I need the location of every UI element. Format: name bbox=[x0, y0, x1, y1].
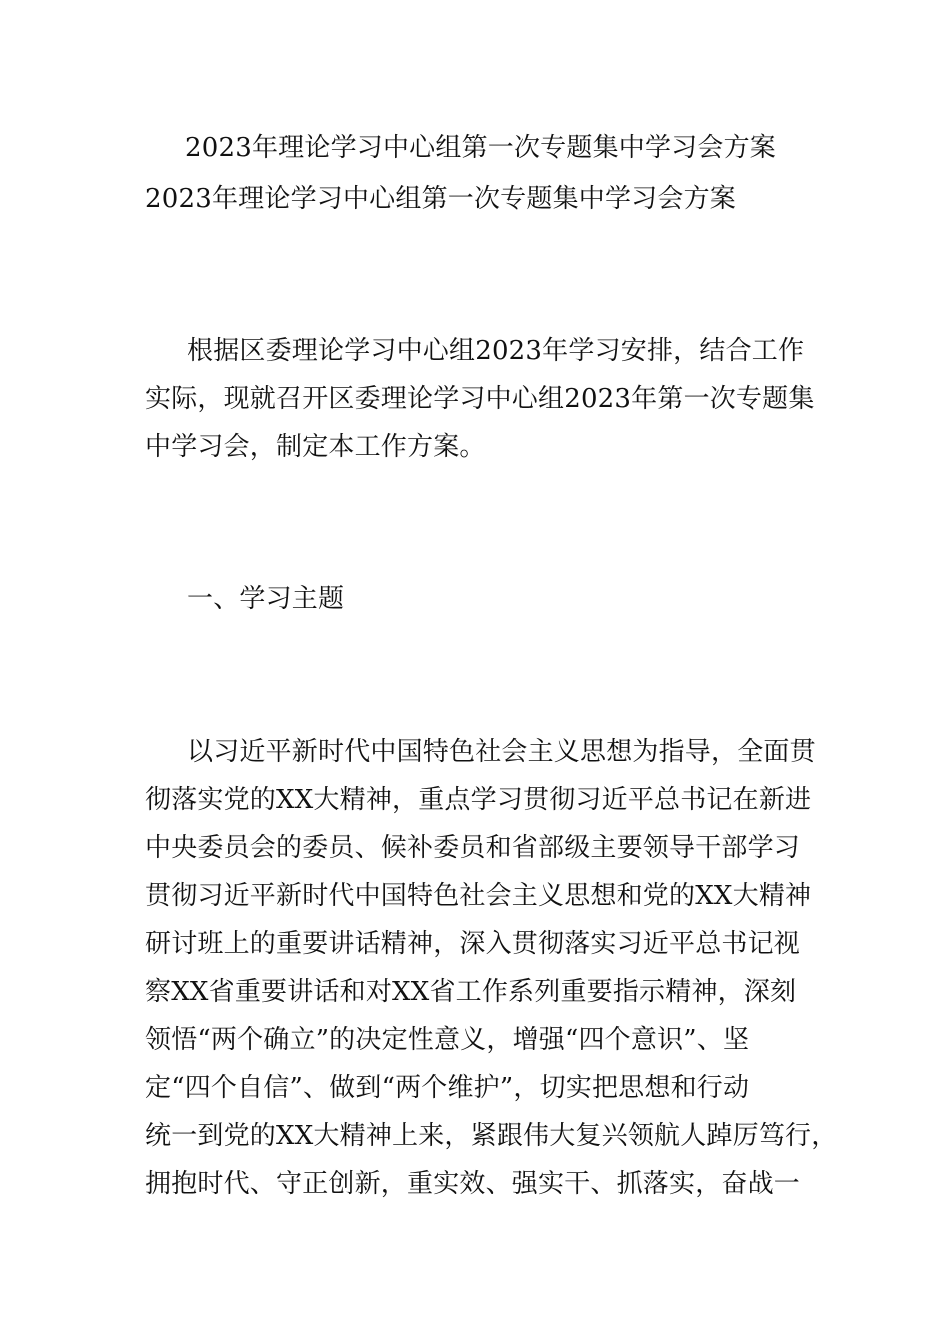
body-line: 以习近平新时代中国特色社会主义思想为指导，全面贯 bbox=[187, 737, 816, 767]
intro-line: 中学习会，制定本工作方案。 bbox=[145, 432, 486, 462]
intro-paragraph bbox=[145, 327, 835, 471]
document-title-line-2: 2023年理论学习中心组第一次专题集中学习会方案 bbox=[145, 184, 736, 214]
body-paragraph bbox=[145, 728, 838, 1208]
intro-line: 实际，现就召开区委理论学习中心组2023年第一次专题集 bbox=[145, 384, 815, 414]
document-title-line-1: 2023年理论学习中心组第一次专题集中学习会方案 bbox=[185, 133, 776, 163]
body-line: 彻落实党的XX大精神，重点学习贯彻习近平总书记在新进 bbox=[145, 785, 812, 815]
body-line: 领悟“两个确立”的决定性意义，增强“四个意识”、坚 bbox=[145, 1025, 750, 1055]
section-heading: 一、学习主题 bbox=[187, 584, 345, 614]
body-line: 察XX省重要讲话和对XX省工作系列重要指示精神，深刻 bbox=[145, 977, 797, 1007]
intro-line: 根据区委理论学习中心组2023年学习安排，结合工作 bbox=[187, 336, 805, 366]
body-line: 中央委员会的委员、候补委员和省部级主要领导干部学习 bbox=[145, 833, 801, 863]
body-line: 统一到党的XX大精神上来，紧跟伟大复兴领航人踔厉笃行， bbox=[145, 1121, 838, 1151]
body-line: 拥抱时代、守正创新，重实效、强实干、抓落实，奋战一 bbox=[145, 1169, 801, 1199]
body-line: 贯彻习近平新时代中国特色社会主义思想和党的XX大精神 bbox=[145, 881, 812, 911]
section-heading-block bbox=[145, 575, 835, 623]
body-line: 研讨班上的重要讲话精神，深入贯彻落实习近平总书记视 bbox=[145, 929, 801, 959]
body-line: 定“四个自信”、做到“两个维护”，切实把思想和行动 bbox=[145, 1073, 750, 1103]
